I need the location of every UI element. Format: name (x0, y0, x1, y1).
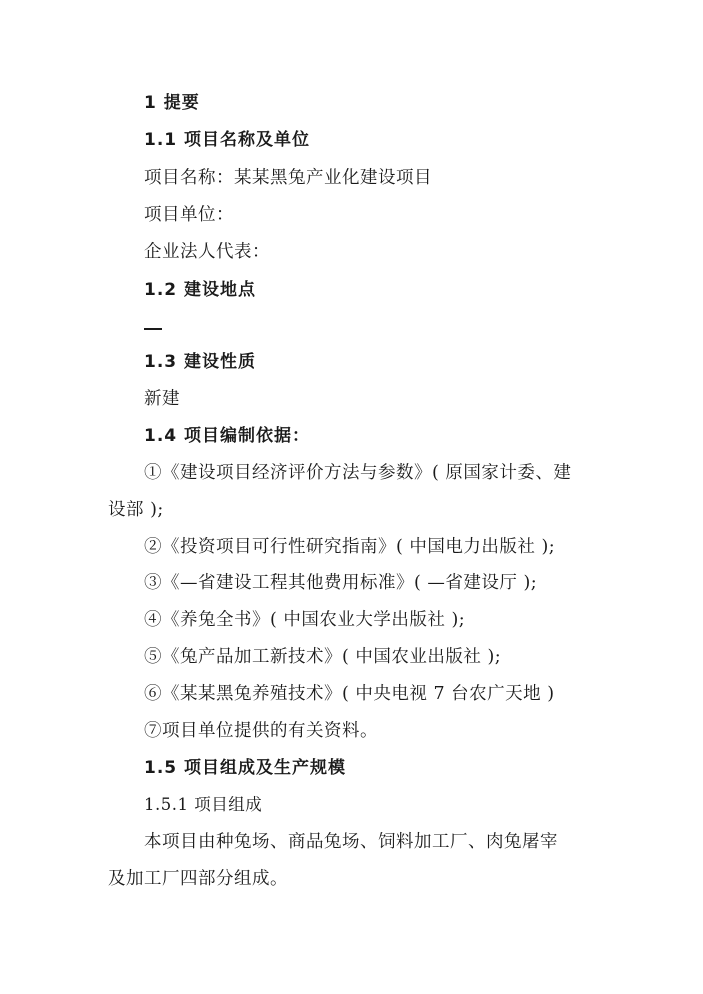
section-1-5-heading: 1.5 项目组成及生产规模 (144, 758, 347, 778)
legal-representative-line: 企业法人代表： (144, 242, 270, 262)
section-1-heading: 1 提要 (144, 93, 200, 113)
construction-nature-value: 新建 (144, 389, 180, 409)
section-1-5-1-heading: 1.5.1 项目组成 (144, 795, 263, 814)
basis-item-4: ④《养兔全书》( 中国农业大学出版社 ); (144, 610, 466, 630)
basis-item-5: ⑤《兔产品加工新技术》( 中国农业出版社 ); (144, 647, 502, 667)
basis-item-2: ②《投资项目可行性研究指南》( 中国电力出版社 ); (144, 537, 556, 557)
basis-item-6: ⑥《某某黑兔养殖技术》( 中央电视 7 台农广天地 ) (144, 684, 555, 704)
basis-item-1-line-1: ①《建设项目经济评价方法与参数》( 原国家计委、建 (144, 463, 572, 483)
section-1-2-heading: 1.2 建设地点 (144, 280, 257, 300)
basis-item-7: ⑦项目单位提供的有关资料。 (144, 721, 378, 741)
composition-line-2: 及加工厂四部分组成。 (108, 869, 288, 889)
section-1-3-heading: 1.3 建设性质 (144, 352, 257, 372)
location-value (144, 314, 145, 315)
composition-line-1: 本项目由种兔场、商品兔场、饲料加工厂、肉兔屠宰 (144, 832, 558, 852)
basis-item-1-line-2: 设部 ); (108, 500, 164, 520)
section-1-4-heading: 1.4 项目编制依据： (144, 426, 311, 446)
project-name-line: 项目名称：某某黑兔产业化建设项目 (144, 168, 432, 188)
section-1-1-heading: 1.1 项目名称及单位 (144, 130, 311, 150)
project-unit-line: 项目单位： (144, 205, 234, 225)
basis-item-3: ③《—省建设工程其他费用标准》( —省建设厅 ); (144, 573, 538, 593)
location-dash (144, 328, 162, 330)
